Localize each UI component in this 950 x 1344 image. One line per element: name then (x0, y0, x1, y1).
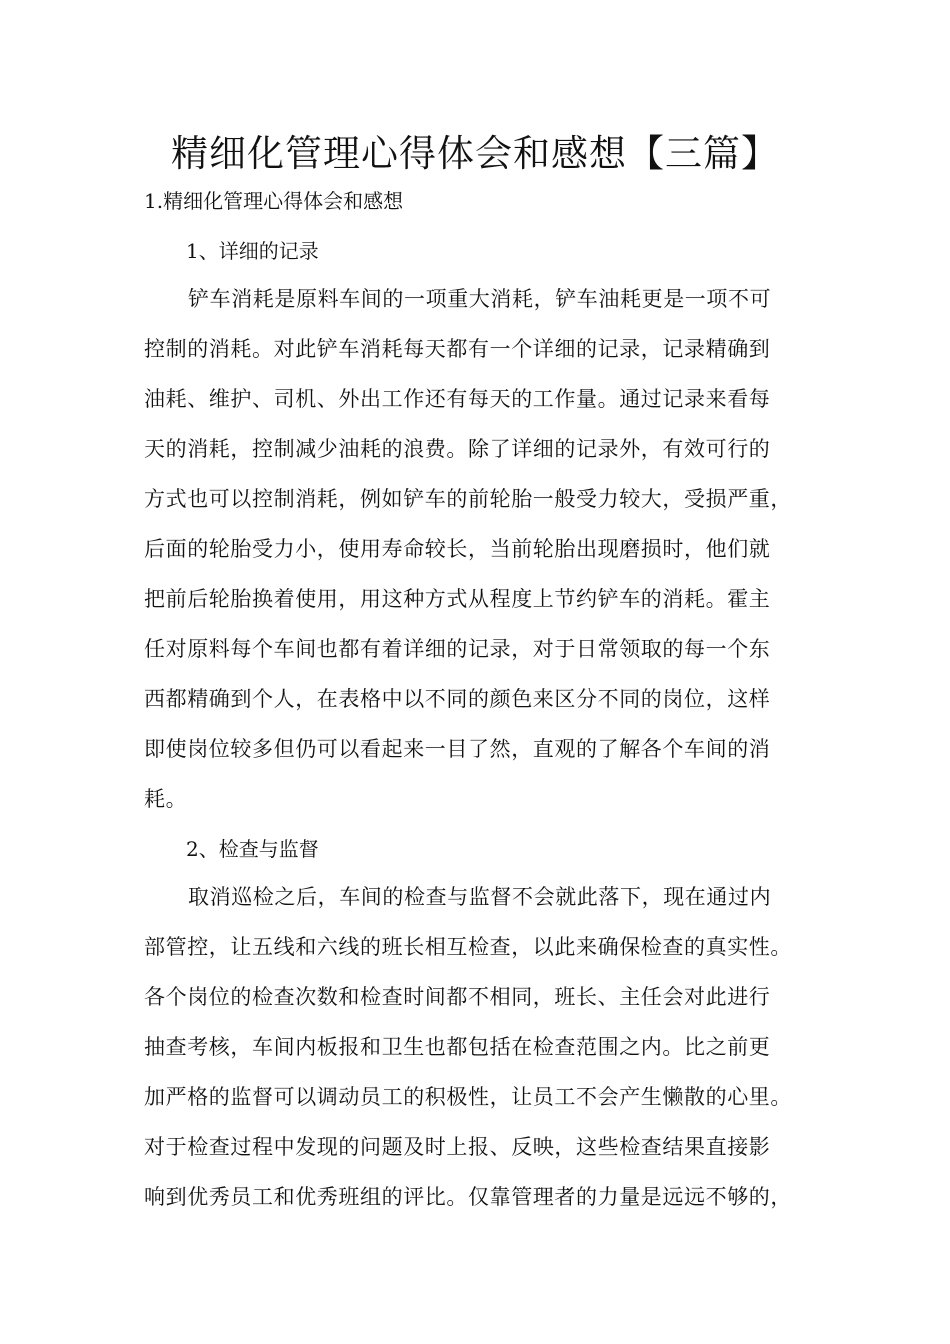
section-heading-2: 2、检查与监督 (186, 837, 319, 861)
paragraph-line: 响到优秀员工和优秀班组的评比。仅靠管理者的力量是远远不够的， (144, 1185, 792, 1209)
section-paragraph-1 (144, 274, 824, 824)
paragraph-line: 西都精确到个人，在表格中以不同的颜色来区分不同的岗位，这样 (144, 687, 771, 711)
paragraph-line: 抽查考核，车间内板报和卫生也都包括在检查范围之内。比之前更 (144, 1035, 771, 1059)
paragraph-line: 方式也可以控制消耗，例如铲车的前轮胎一般受力较大，受损严重， (144, 487, 792, 511)
paragraph-line: 后面的轮胎受力小，使用寿命较长，当前轮胎出现磨损时，他们就 (144, 537, 771, 561)
paragraph-line: 部管控，让五线和六线的班长相互检查，以此来确保检查的真实性。 (144, 935, 792, 959)
paragraph-line: 油耗、维护、司机、外出工作还有每天的工作量。通过记录来看每 (144, 387, 771, 411)
paragraph-line: 铲车消耗是原料车间的一项重大消耗，铲车油耗更是一项不可 (188, 287, 772, 311)
paragraph-line: 控制的消耗。对此铲车消耗每天都有一个详细的记录，记录精确到 (144, 337, 771, 361)
paragraph-line: 对于检查过程中发现的问题及时上报、反映，这些检查结果直接影 (144, 1135, 771, 1159)
paragraph-line: 天的消耗，控制减少油耗的浪费。除了详细的记录外，有效可行的 (144, 437, 771, 461)
paragraph-line: 取消巡检之后，车间的检查与监督不会就此落下，现在通过内 (188, 885, 772, 909)
section-paragraph-2 (144, 872, 824, 1222)
paragraph-line: 各个岗位的检查次数和检查时间都不相同，班长、主任会对此进行 (144, 985, 771, 1009)
paragraph-line: 把前后轮胎换着使用，用这种方式从程度上节约铲车的消耗。霍主 (144, 587, 771, 611)
paragraph-line: 耗。 (144, 787, 188, 811)
document-subtitle: 1.精细化管理心得体会和感想 (144, 189, 404, 213)
paragraph-line: 即使岗位较多但仍可以看起来一目了然，直观的了解各个车间的消 (144, 737, 771, 761)
document-title: 精细化管理心得体会和感想【三篇】 (171, 132, 779, 175)
section-heading-1: 1、详细的记录 (186, 239, 319, 263)
paragraph-line: 加严格的监督可以调动员工的积极性，让员工不会产生懒散的心里。 (144, 1085, 792, 1109)
paragraph-line: 任对原料每个车间也都有着详细的记录，对于日常领取的每一个东 (144, 637, 771, 661)
